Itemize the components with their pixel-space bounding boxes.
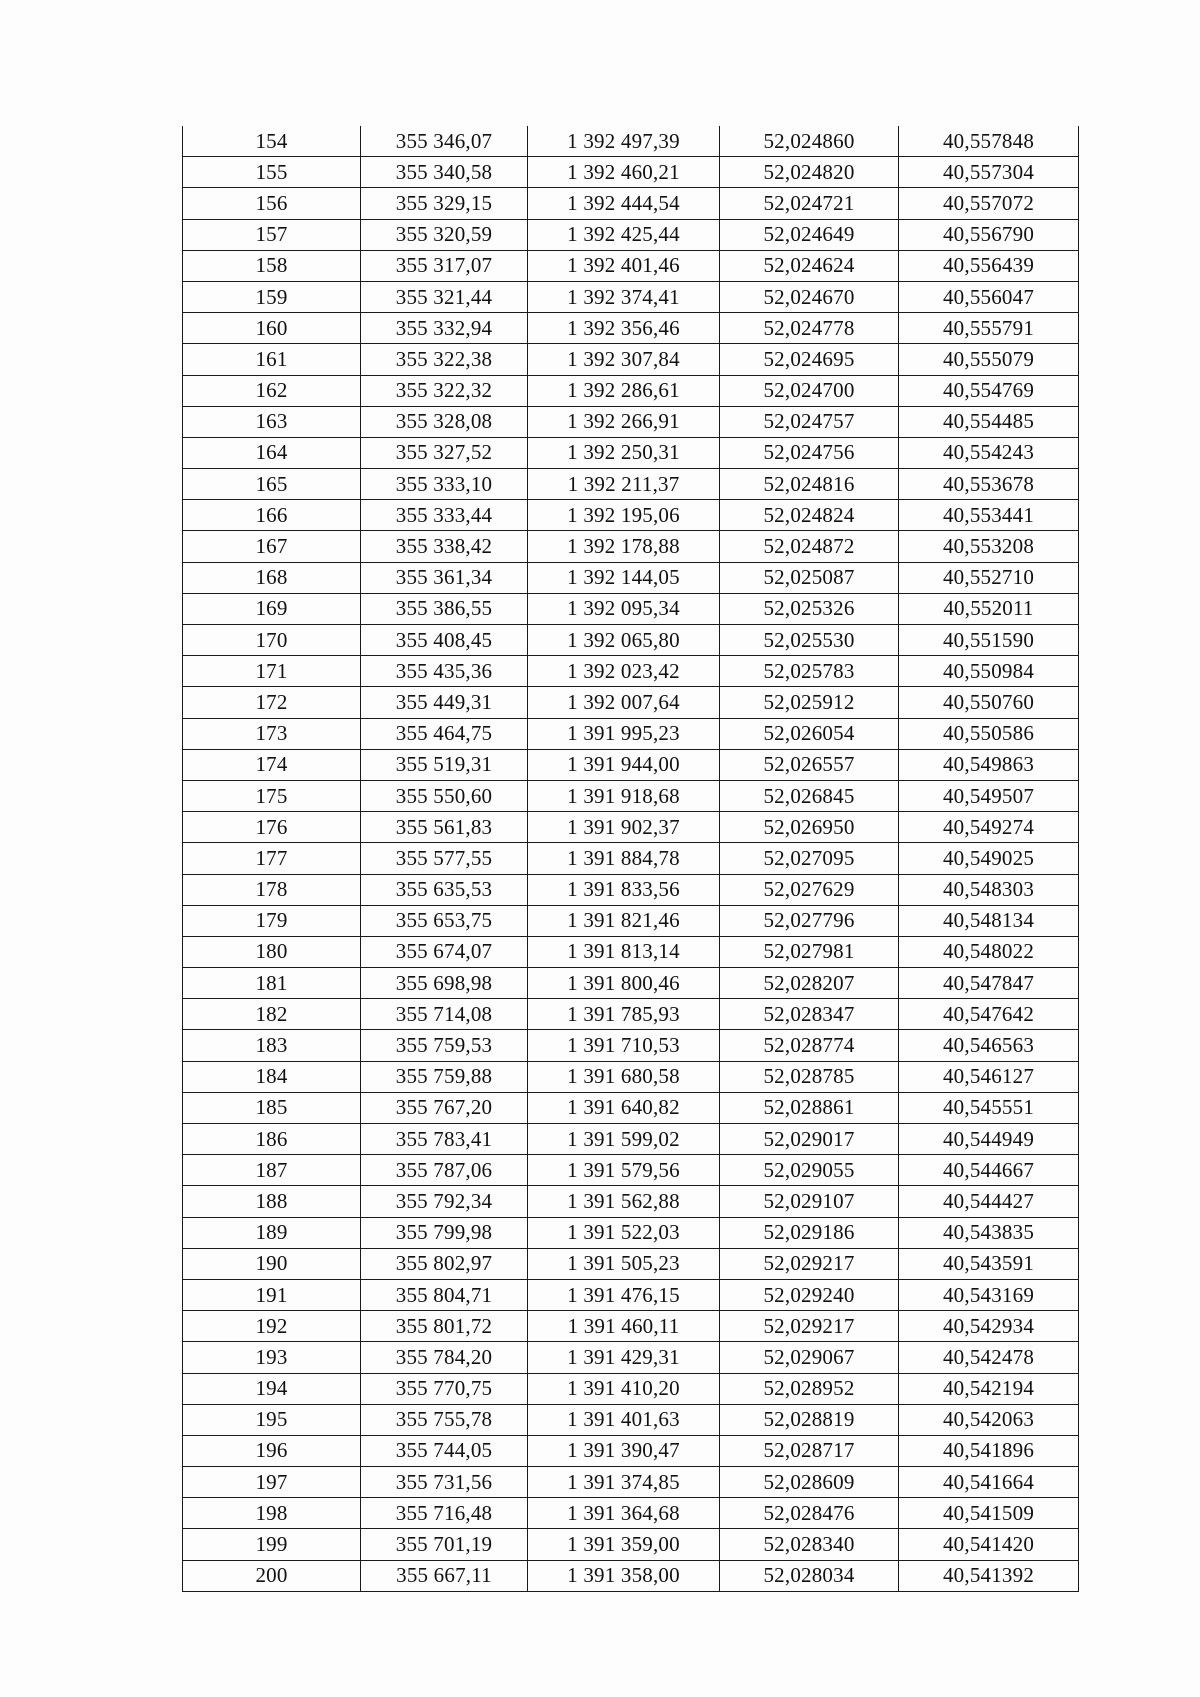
x-coordinate-cell: 355 329,15 [361,188,528,219]
table-row [183,500,1079,531]
point-number-cell: 170 [183,625,361,656]
longitude-cell: 40,553208 [899,531,1079,562]
latitude-cell: 52,029217 [720,1248,899,1279]
x-coordinate-cell: 355 333,10 [361,469,528,500]
x-coordinate-cell: 355 802,97 [361,1248,528,1279]
table-row [183,250,1079,281]
latitude-cell: 52,029067 [720,1342,899,1373]
longitude-cell: 40,554485 [899,406,1079,437]
point-number-cell: 163 [183,406,361,437]
latitude-cell: 52,028207 [720,968,899,999]
longitude-cell: 40,555079 [899,344,1079,375]
x-coordinate-cell: 355 716,48 [361,1498,528,1529]
point-number-cell: 199 [183,1529,361,1560]
y-coordinate-cell: 1 392 250,31 [528,437,720,468]
y-coordinate-cell: 1 391 374,85 [528,1467,720,1498]
x-coordinate-cell: 355 792,34 [361,1186,528,1217]
y-coordinate-cell: 1 391 410,20 [528,1373,720,1404]
latitude-cell: 52,029055 [720,1155,899,1186]
y-coordinate-cell: 1 391 390,47 [528,1435,720,1466]
y-coordinate-cell: 1 392 178,88 [528,531,720,562]
table-row [183,749,1079,780]
latitude-cell: 52,028785 [720,1061,899,1092]
table-row [183,936,1079,967]
latitude-cell: 52,027796 [720,905,899,936]
x-coordinate-cell: 355 327,52 [361,437,528,468]
y-coordinate-cell: 1 391 833,56 [528,874,720,905]
point-number-cell: 172 [183,687,361,718]
longitude-cell: 40,542194 [899,1373,1079,1404]
longitude-cell: 40,542478 [899,1342,1079,1373]
latitude-cell: 52,028034 [720,1560,899,1591]
x-coordinate-cell: 355 731,56 [361,1467,528,1498]
y-coordinate-cell: 1 392 425,44 [528,219,720,250]
longitude-cell: 40,550760 [899,687,1079,718]
point-number-cell: 173 [183,718,361,749]
y-coordinate-cell: 1 392 211,37 [528,469,720,500]
y-coordinate-cell: 1 392 374,41 [528,281,720,312]
longitude-cell: 40,553678 [899,469,1079,500]
latitude-cell: 52,024824 [720,500,899,531]
longitude-cell: 40,547847 [899,968,1079,999]
table-row [183,812,1079,843]
longitude-cell: 40,548134 [899,905,1079,936]
point-number-cell: 182 [183,999,361,1030]
latitude-cell: 52,024670 [720,281,899,312]
x-coordinate-cell: 355 701,19 [361,1529,528,1560]
table-row [183,968,1079,999]
point-number-cell: 200 [183,1560,361,1591]
longitude-cell: 40,544427 [899,1186,1079,1217]
longitude-cell: 40,550984 [899,656,1079,687]
table-row [183,1030,1079,1061]
x-coordinate-cell: 355 317,07 [361,250,528,281]
longitude-cell: 40,544949 [899,1124,1079,1155]
latitude-cell: 52,025326 [720,593,899,624]
latitude-cell: 52,029186 [720,1217,899,1248]
y-coordinate-cell: 1 391 599,02 [528,1124,720,1155]
table-row [183,281,1079,312]
longitude-cell: 40,552011 [899,593,1079,624]
longitude-cell: 40,552710 [899,562,1079,593]
x-coordinate-cell: 355 322,32 [361,375,528,406]
x-coordinate-cell: 355 714,08 [361,999,528,1030]
x-coordinate-cell: 355 667,11 [361,1560,528,1591]
table-row [183,1279,1079,1310]
longitude-cell: 40,548022 [899,936,1079,967]
point-number-cell: 184 [183,1061,361,1092]
y-coordinate-cell: 1 391 995,23 [528,718,720,749]
y-coordinate-cell: 1 392 307,84 [528,344,720,375]
x-coordinate-cell: 355 799,98 [361,1217,528,1248]
y-coordinate-cell: 1 391 680,58 [528,1061,720,1092]
point-number-cell: 197 [183,1467,361,1498]
longitude-cell: 40,544667 [899,1155,1079,1186]
latitude-cell: 52,024757 [720,406,899,437]
longitude-cell: 40,541392 [899,1560,1079,1591]
point-number-cell: 174 [183,749,361,780]
y-coordinate-cell: 1 392 460,21 [528,157,720,188]
table-row [183,1092,1079,1123]
x-coordinate-cell: 355 787,06 [361,1155,528,1186]
y-coordinate-cell: 1 391 522,03 [528,1217,720,1248]
point-number-cell: 190 [183,1248,361,1279]
point-number-cell: 179 [183,905,361,936]
table-row [183,687,1079,718]
y-coordinate-cell: 1 391 944,00 [528,749,720,780]
x-coordinate-cell: 355 653,75 [361,905,528,936]
table-row [183,1155,1079,1186]
x-coordinate-cell: 355 322,38 [361,344,528,375]
y-coordinate-cell: 1 391 813,14 [528,936,720,967]
longitude-cell: 40,557304 [899,157,1079,188]
coordinates-table-body [183,126,1079,1591]
point-number-cell: 192 [183,1311,361,1342]
latitude-cell: 52,029240 [720,1279,899,1310]
table-row [183,1560,1079,1591]
table-row [183,874,1079,905]
latitude-cell: 52,029107 [720,1186,899,1217]
y-coordinate-cell: 1 391 800,46 [528,968,720,999]
table-row [183,188,1079,219]
table-row [183,1061,1079,1092]
longitude-cell: 40,548303 [899,874,1079,905]
table-row [183,718,1079,749]
y-coordinate-cell: 1 391 505,23 [528,1248,720,1279]
x-coordinate-cell: 355 577,55 [361,843,528,874]
table-row [183,843,1079,874]
y-coordinate-cell: 1 392 007,64 [528,687,720,718]
y-coordinate-cell: 1 392 023,42 [528,656,720,687]
longitude-cell: 40,556790 [899,219,1079,250]
point-number-cell: 194 [183,1373,361,1404]
latitude-cell: 52,028952 [720,1373,899,1404]
x-coordinate-cell: 355 801,72 [361,1311,528,1342]
table-row [183,1248,1079,1279]
table-row [183,1342,1079,1373]
longitude-cell: 40,551590 [899,625,1079,656]
latitude-cell: 52,027629 [720,874,899,905]
longitude-cell: 40,541509 [899,1498,1079,1529]
y-coordinate-cell: 1 391 460,11 [528,1311,720,1342]
y-coordinate-cell: 1 391 785,93 [528,999,720,1030]
y-coordinate-cell: 1 391 918,68 [528,780,720,811]
x-coordinate-cell: 355 759,53 [361,1030,528,1061]
x-coordinate-cell: 355 340,58 [361,157,528,188]
point-number-cell: 198 [183,1498,361,1529]
y-coordinate-cell: 1 391 401,63 [528,1404,720,1435]
point-number-cell: 171 [183,656,361,687]
longitude-cell: 40,541664 [899,1467,1079,1498]
longitude-cell: 40,554243 [899,437,1079,468]
latitude-cell: 52,028819 [720,1404,899,1435]
point-number-cell: 180 [183,936,361,967]
table-row [183,656,1079,687]
point-number-cell: 164 [183,437,361,468]
table-row [183,905,1079,936]
latitude-cell: 52,026950 [720,812,899,843]
x-coordinate-cell: 355 804,71 [361,1279,528,1310]
point-number-cell: 159 [183,281,361,312]
latitude-cell: 52,024756 [720,437,899,468]
y-coordinate-cell: 1 391 884,78 [528,843,720,874]
y-coordinate-cell: 1 391 358,00 [528,1560,720,1591]
table-row [183,780,1079,811]
x-coordinate-cell: 355 333,44 [361,500,528,531]
y-coordinate-cell: 1 391 429,31 [528,1342,720,1373]
table-row [183,625,1079,656]
coordinates-table [182,126,1079,1592]
latitude-cell: 52,026557 [720,749,899,780]
y-coordinate-cell: 1 391 579,56 [528,1155,720,1186]
table-row [183,531,1079,562]
latitude-cell: 52,024820 [720,157,899,188]
longitude-cell: 40,553441 [899,500,1079,531]
latitude-cell: 52,027095 [720,843,899,874]
point-number-cell: 191 [183,1279,361,1310]
table-row [183,1404,1079,1435]
y-coordinate-cell: 1 392 444,54 [528,188,720,219]
x-coordinate-cell: 355 328,08 [361,406,528,437]
x-coordinate-cell: 355 767,20 [361,1092,528,1123]
y-coordinate-cell: 1 392 401,46 [528,250,720,281]
latitude-cell: 52,028717 [720,1435,899,1466]
point-number-cell: 183 [183,1030,361,1061]
y-coordinate-cell: 1 391 562,88 [528,1186,720,1217]
x-coordinate-cell: 355 550,60 [361,780,528,811]
table-row [183,469,1079,500]
latitude-cell: 52,028347 [720,999,899,1030]
table-row [183,562,1079,593]
latitude-cell: 52,028609 [720,1467,899,1498]
table-row [183,344,1079,375]
longitude-cell: 40,541420 [899,1529,1079,1560]
y-coordinate-cell: 1 392 065,80 [528,625,720,656]
point-number-cell: 161 [183,344,361,375]
latitude-cell: 52,024860 [720,126,899,157]
latitude-cell: 52,025530 [720,625,899,656]
table-row [183,1467,1079,1498]
table-row [183,1124,1079,1155]
longitude-cell: 40,557848 [899,126,1079,157]
y-coordinate-cell: 1 392 356,46 [528,313,720,344]
x-coordinate-cell: 355 338,42 [361,531,528,562]
latitude-cell: 52,025087 [720,562,899,593]
table-row [183,1498,1079,1529]
table-row [183,406,1079,437]
longitude-cell: 40,547642 [899,999,1079,1030]
point-number-cell: 176 [183,812,361,843]
longitude-cell: 40,557072 [899,188,1079,219]
point-number-cell: 156 [183,188,361,219]
latitude-cell: 52,024695 [720,344,899,375]
latitude-cell: 52,024624 [720,250,899,281]
longitude-cell: 40,555791 [899,313,1079,344]
x-coordinate-cell: 355 744,05 [361,1435,528,1466]
longitude-cell: 40,549507 [899,780,1079,811]
point-number-cell: 187 [183,1155,361,1186]
longitude-cell: 40,549863 [899,749,1079,780]
x-coordinate-cell: 355 386,55 [361,593,528,624]
y-coordinate-cell: 1 392 286,61 [528,375,720,406]
x-coordinate-cell: 355 698,98 [361,968,528,999]
latitude-cell: 52,026845 [720,780,899,811]
latitude-cell: 52,025912 [720,687,899,718]
table-row [183,1186,1079,1217]
latitude-cell: 52,028861 [720,1092,899,1123]
x-coordinate-cell: 355 759,88 [361,1061,528,1092]
x-coordinate-cell: 355 449,31 [361,687,528,718]
point-number-cell: 185 [183,1092,361,1123]
point-number-cell: 189 [183,1217,361,1248]
point-number-cell: 178 [183,874,361,905]
y-coordinate-cell: 1 391 476,15 [528,1279,720,1310]
x-coordinate-cell: 355 464,75 [361,718,528,749]
x-coordinate-cell: 355 561,83 [361,812,528,843]
longitude-cell: 40,554769 [899,375,1079,406]
table-row [183,219,1079,250]
y-coordinate-cell: 1 392 095,34 [528,593,720,624]
table-row [183,1529,1079,1560]
longitude-cell: 40,545551 [899,1092,1079,1123]
point-number-cell: 186 [183,1124,361,1155]
x-coordinate-cell: 355 361,34 [361,562,528,593]
x-coordinate-cell: 355 346,07 [361,126,528,157]
longitude-cell: 40,550586 [899,718,1079,749]
latitude-cell: 52,026054 [720,718,899,749]
longitude-cell: 40,549025 [899,843,1079,874]
x-coordinate-cell: 355 519,31 [361,749,528,780]
y-coordinate-cell: 1 392 266,91 [528,406,720,437]
y-coordinate-cell: 1 391 364,68 [528,1498,720,1529]
latitude-cell: 52,028476 [720,1498,899,1529]
y-coordinate-cell: 1 392 497,39 [528,126,720,157]
latitude-cell: 52,025783 [720,656,899,687]
point-number-cell: 154 [183,126,361,157]
longitude-cell: 40,541896 [899,1435,1079,1466]
x-coordinate-cell: 355 435,36 [361,656,528,687]
table-row [183,157,1079,188]
table-row [183,437,1079,468]
table-row [183,313,1079,344]
point-number-cell: 193 [183,1342,361,1373]
latitude-cell: 52,024649 [720,219,899,250]
y-coordinate-cell: 1 391 640,82 [528,1092,720,1123]
table-row [183,1311,1079,1342]
point-number-cell: 167 [183,531,361,562]
point-number-cell: 169 [183,593,361,624]
point-number-cell: 157 [183,219,361,250]
table-row [183,1373,1079,1404]
table-row [183,593,1079,624]
point-number-cell: 188 [183,1186,361,1217]
x-coordinate-cell: 355 320,59 [361,219,528,250]
x-coordinate-cell: 355 332,94 [361,313,528,344]
point-number-cell: 177 [183,843,361,874]
latitude-cell: 52,024700 [720,375,899,406]
longitude-cell: 40,543591 [899,1248,1079,1279]
point-number-cell: 166 [183,500,361,531]
y-coordinate-cell: 1 391 821,46 [528,905,720,936]
table-row [183,375,1079,406]
latitude-cell: 52,029017 [720,1124,899,1155]
latitude-cell: 52,028774 [720,1030,899,1061]
latitude-cell: 52,024816 [720,469,899,500]
x-coordinate-cell: 355 321,44 [361,281,528,312]
point-number-cell: 168 [183,562,361,593]
table-row [183,1435,1079,1466]
x-coordinate-cell: 355 755,78 [361,1404,528,1435]
longitude-cell: 40,542934 [899,1311,1079,1342]
point-number-cell: 162 [183,375,361,406]
x-coordinate-cell: 355 674,07 [361,936,528,967]
point-number-cell: 196 [183,1435,361,1466]
point-number-cell: 195 [183,1404,361,1435]
latitude-cell: 52,024721 [720,188,899,219]
longitude-cell: 40,542063 [899,1404,1079,1435]
y-coordinate-cell: 1 391 902,37 [528,812,720,843]
latitude-cell: 52,024872 [720,531,899,562]
longitude-cell: 40,543835 [899,1217,1079,1248]
point-number-cell: 181 [183,968,361,999]
latitude-cell: 52,028340 [720,1529,899,1560]
longitude-cell: 40,549274 [899,812,1079,843]
x-coordinate-cell: 355 783,41 [361,1124,528,1155]
x-coordinate-cell: 355 784,20 [361,1342,528,1373]
longitude-cell: 40,546563 [899,1030,1079,1061]
point-number-cell: 160 [183,313,361,344]
y-coordinate-cell: 1 392 144,05 [528,562,720,593]
point-number-cell: 165 [183,469,361,500]
longitude-cell: 40,543169 [899,1279,1079,1310]
table-row [183,999,1079,1030]
y-coordinate-cell: 1 392 195,06 [528,500,720,531]
x-coordinate-cell: 355 770,75 [361,1373,528,1404]
longitude-cell: 40,546127 [899,1061,1079,1092]
latitude-cell: 52,024778 [720,313,899,344]
table-row [183,126,1079,157]
latitude-cell: 52,027981 [720,936,899,967]
latitude-cell: 52,029217 [720,1311,899,1342]
point-number-cell: 175 [183,780,361,811]
x-coordinate-cell: 355 635,53 [361,874,528,905]
table-row [183,1217,1079,1248]
longitude-cell: 40,556047 [899,281,1079,312]
longitude-cell: 40,556439 [899,250,1079,281]
point-number-cell: 158 [183,250,361,281]
y-coordinate-cell: 1 391 710,53 [528,1030,720,1061]
x-coordinate-cell: 355 408,45 [361,625,528,656]
y-coordinate-cell: 1 391 359,00 [528,1529,720,1560]
point-number-cell: 155 [183,157,361,188]
